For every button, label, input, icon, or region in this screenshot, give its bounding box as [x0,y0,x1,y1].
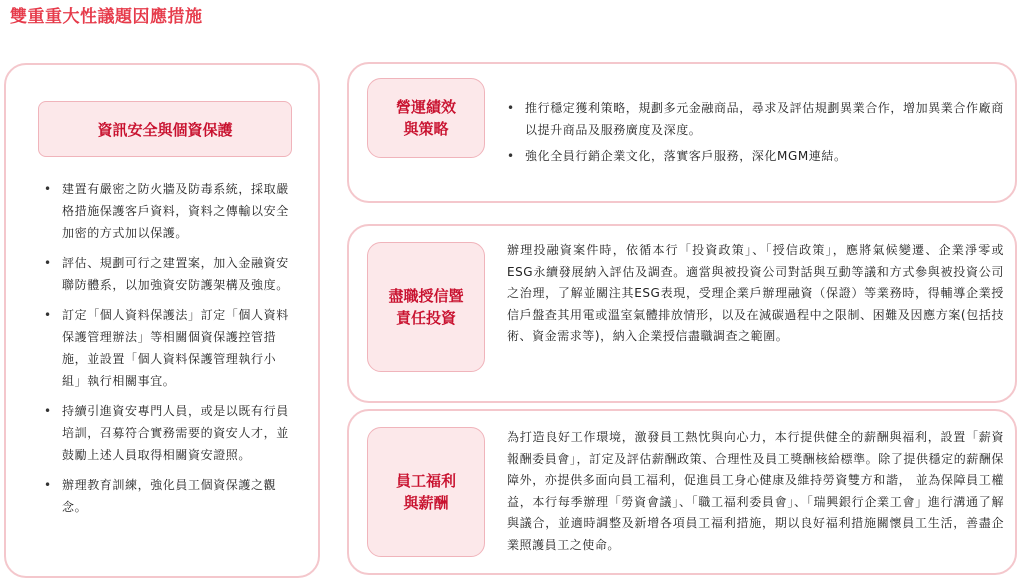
responsible-investment-header [367,242,485,372]
header-line: 盡職授信暨 [388,287,464,305]
list-item: • 辦理教育訓練，強化員工個資保護之觀念。 [42,474,292,518]
header-line: 營運績效 [395,98,456,116]
employee-benefits-panel [347,409,1017,575]
header-line: 與薪酬 [403,494,449,512]
header-line: 責任投資 [395,309,456,327]
operations-strategy-header [367,78,485,158]
operations-strategy-list [505,97,1005,171]
employee-benefits-header [367,427,485,557]
info-security-panel [4,63,320,578]
list-item: • 建置有嚴密之防火牆及防毒系統，採取嚴格措施保護客戶資料，資料之傳輸以安全加密的方式加以保護。 [42,178,292,244]
responsible-investment-panel [347,224,1017,403]
employee-benefits-text: 為打造良好工作環境，激發員工熱忱與向心力，本行提供健全的薪酬與福利，設置「薪資報酬委員會」，訂定及評估薪酬政策、合理性及員工獎酬核給標準。除了提供穩定的薪酬保障外，亦提供多面向員工福利，促進員工身心健康及維持勞資雙方和諧， 並為保障員工權益，本行每季辦理「勞資會議」、「職工福利委員會」、「瑞興銀行企業工會」進行溝通了解與議合，並適時調整及新增各項員工福利措施，期以良好福利措施關懷員工生活，善盡企業照護員工之使命。 [507,430,1004,552]
header-line: 與策略 [403,120,449,138]
list-item: • 持續引進資安專門人員，或是以既有行員培訓，召募符合實務需要的資安人才，並鼓勵上述人員取得相關資安證照。 [42,400,292,466]
list-item: • 強化全員行銷企業文化，落實客戶服務，深化MGM連結。 [505,145,1005,167]
info-security-header: 資訊安全與個資保護 [38,101,292,157]
list-item: • 推行穩定獲利策略，規劃多元金融商品，尋求及評估規劃異業合作，增加異業合作廠商以提升商品及服務廣度及深度。 [505,97,1005,141]
list-item: • 評估、規劃可行之建置案，加入金融資安聯防體系，以加強資安防護架構及強度。 [42,252,292,296]
responsible-investment-text: 辦理投融資案件時，依循本行「投資政策」、「授信政策」，應將氣候變遷、企業淨零或ESG永續發展納入評估及調查。適當與被投資公司對話與互動等議和方式參與被投資公司之治理，了解並關注其ESG表現，受理企業戶辦理融資（保證）等業務時，得輔導企業授信戶盤查其用電或溫室氣體排放情形，以及在減碳過程中之限制、困難及因應方案(包括技術、資金需求等)，納入企業授信盡職調查之範圍。 [507,243,1004,343]
page-title: 雙重重大性議題因應措施 [10,7,203,27]
operations-strategy-panel [347,62,1017,203]
list-item: • 訂定「個人資料保護法」訂定「個人資料保護管理辦法」等相關個資保護控管措施，並設置「個人資料保護管理執行小組」執行相關事宜。 [42,304,292,392]
header-line: 員工福利 [395,472,456,490]
info-security-list [42,178,292,526]
